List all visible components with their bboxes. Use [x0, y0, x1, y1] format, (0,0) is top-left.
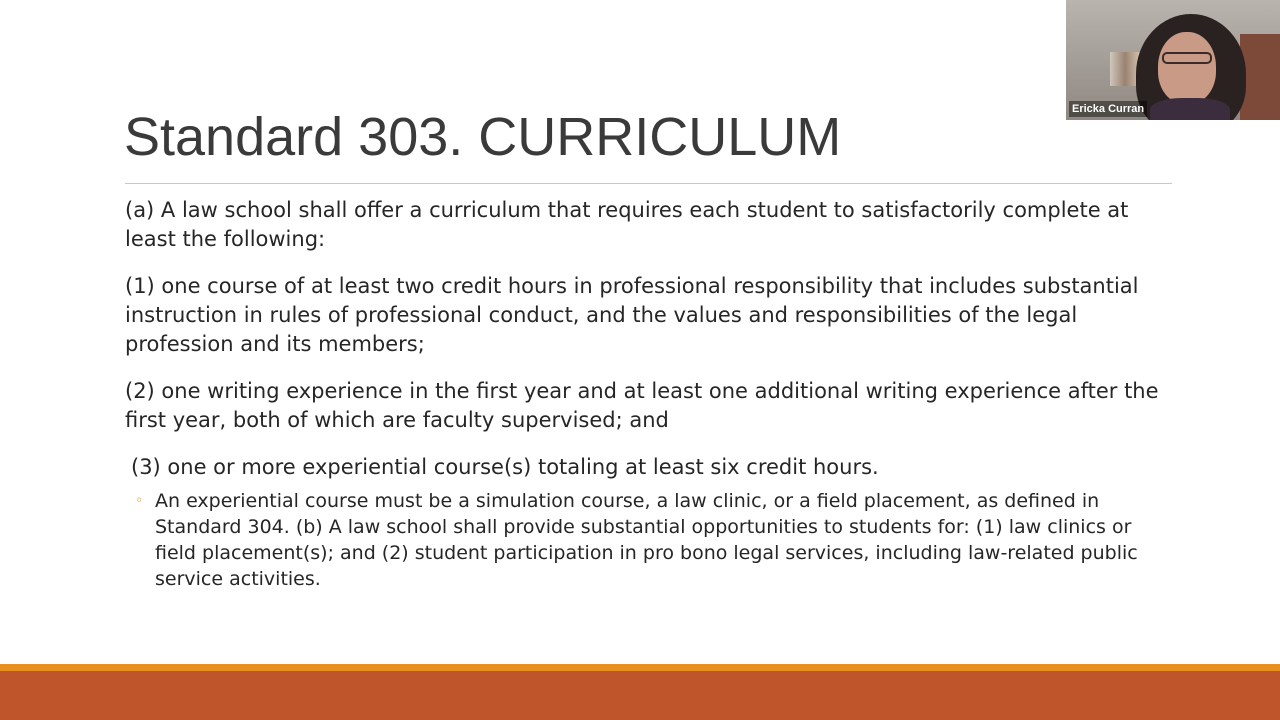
participant-glasses: [1162, 52, 1212, 64]
footer-accent-stripe: [0, 664, 1280, 671]
participant-face: [1158, 32, 1216, 104]
paragraph-2: (2) one writing experience in the first year and at least one additional writing experience after the first year, both of which are faculty supervised; and: [125, 379, 1159, 432]
bullet-circle-icon: ◦: [135, 493, 144, 509]
paragraph-a: (a) A law school shall offer a curriculum that requires each student to satisfactorily complete at least the following:: [125, 198, 1129, 251]
sub-bullet-item: [135, 488, 1175, 592]
slide-title: Standard 303. CURRICULUM: [124, 107, 842, 167]
slide-body: [125, 196, 1175, 592]
participant-shirt: [1150, 98, 1230, 120]
paragraph-3: (3) one or more experiential course(s) totaling at least six credit hours.: [131, 455, 879, 479]
participant-name-label: Ericka Curran: [1069, 101, 1147, 117]
footer-band: [0, 671, 1280, 720]
background-door: [1240, 34, 1280, 120]
paragraph-1: (1) one course of at least two credit hours in professional responsibility that includes substantial instruction in rules of professional conduct, and the values and responsibilities of the legal profession and its members;: [125, 274, 1139, 356]
participant-video-tile[interactable]: [1066, 0, 1280, 120]
sub-bullet-text: An experiential course must be a simulation course, a law clinic, or a field placement, as defined in Standard 304. (b) A law school shall provide substantial opportunities to students for: (1) law clinics or field placement(s); and (2) student participation in pro bono legal services, including law-related public service activities.: [155, 490, 1138, 590]
title-divider: [125, 183, 1172, 184]
